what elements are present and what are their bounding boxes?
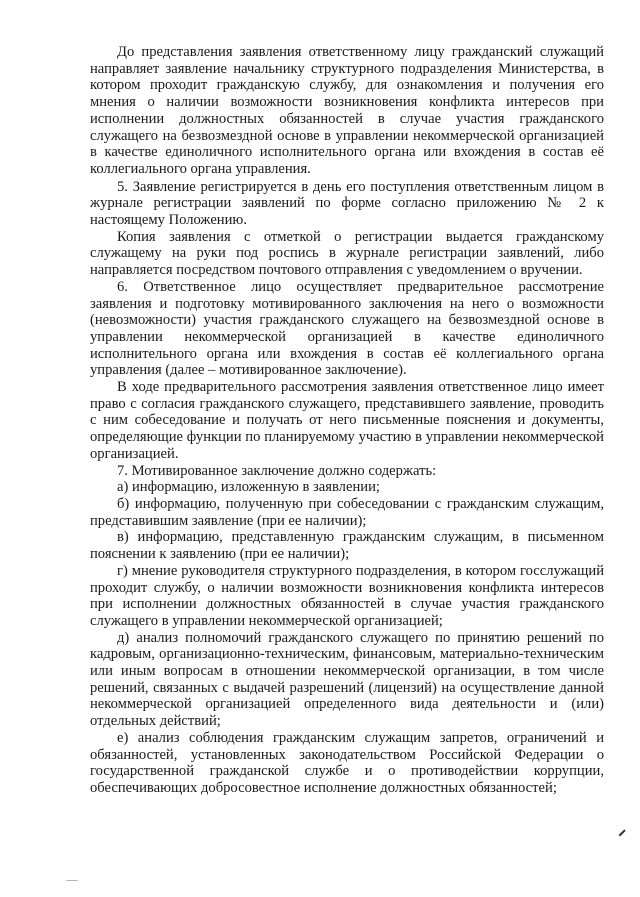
paragraph-5: 5. Заявление регистрируется в день его поступления ответственным лицом в журнале регистрации заявлений по форме согласно приложению № 2 к настоящему Положению. xyxy=(90,178,604,229)
paragraph-review: В ходе предварительного рассмотрения заявления ответственное лицо имеет право с согласия гражданского служащего, представившего заявление, проводить с ним собеседование и получать от него письменные пояснения и документы, определяющие функции по планируемому участию в управлении некоммерческой организацией. xyxy=(90,379,604,462)
list-item-d: д) анализ полномочий гражданского служащего по принятию решений по кадровым, организационно-техническим, финансовым, материально-техническим или иным вопросам в отношении некоммерческой организации, в том числе решений, связанных с выдачей разрешений (лицензий) на осуществление данной некоммерческой организацией определенного вида деятельности и (или) отдельных действий; xyxy=(90,629,604,730)
paragraph-6: 6. Ответственное лицо осуществляет предварительное рассмотрение заявления и подготовку мотивированного заключения на него о возможности (невозможности) участия гражданского служащего на безвозмездной основе в управлении некоммерческой организацией в качестве единоличного исполнительного органа или вхождения в состав её коллегиального органа управления (далее – мотивированное заключение). xyxy=(90,278,604,379)
list-item-b: б) информацию, полученную при собеседовании с гражданским служащим, представившим заявление (при ее наличии); xyxy=(90,495,604,529)
paragraph-copy: Копия заявления с отметкой о регистрации выдается гражданскому служащему на руки под роспись в журнале регистрации заявлений, либо направляется посредством почтового отправления с уведомлением о вручении. xyxy=(90,228,604,279)
list-item-g: г) мнение руководителя структурного подразделения, в котором госслужащий проходит службу, о наличии возможности возникновения конфликта интересов при исполнении должностных обязанностей в случае участия гражданского служащего в управлении некоммерческой организацией; xyxy=(90,562,604,629)
list-item-a: а) информацию, изложенную в заявлении; xyxy=(117,479,380,496)
document-body xyxy=(90,44,604,797)
paragraph-intro: До представления заявления ответственному лицу гражданский служащий направляет заявление начальнику структурного подразделения Министерства, в котором проходит гражданскую службу, для ознакомления и получения его мнения о наличии возможности возникновения конфликта интересов при исполнении должностных обязанностей в случае участия гражданского служащего на безвозмездной основе в управлении некоммерческой организацией в качестве единоличного исполнительного органа или вхождения в состав её коллегиального органа управления. xyxy=(90,44,604,177)
paragraph-7: 7. Мотивированное заключение должно содержать: xyxy=(117,462,437,479)
list-item-e: е) анализ соблюдения гражданским служащим запретов, ограничений и обязанностей, установленных законодательством Российской Федерации о государственной гражданской службе и о противодействии коррупции, обеспечивающих добросовестное исполнение должностных обязанностей; xyxy=(90,729,604,796)
scan-smudge xyxy=(66,880,78,881)
list-item-v: в) информацию, представленную гражданским служащим, в письменном пояснении к заявлению (при ее наличии); xyxy=(90,529,604,563)
scan-mark xyxy=(619,829,626,836)
